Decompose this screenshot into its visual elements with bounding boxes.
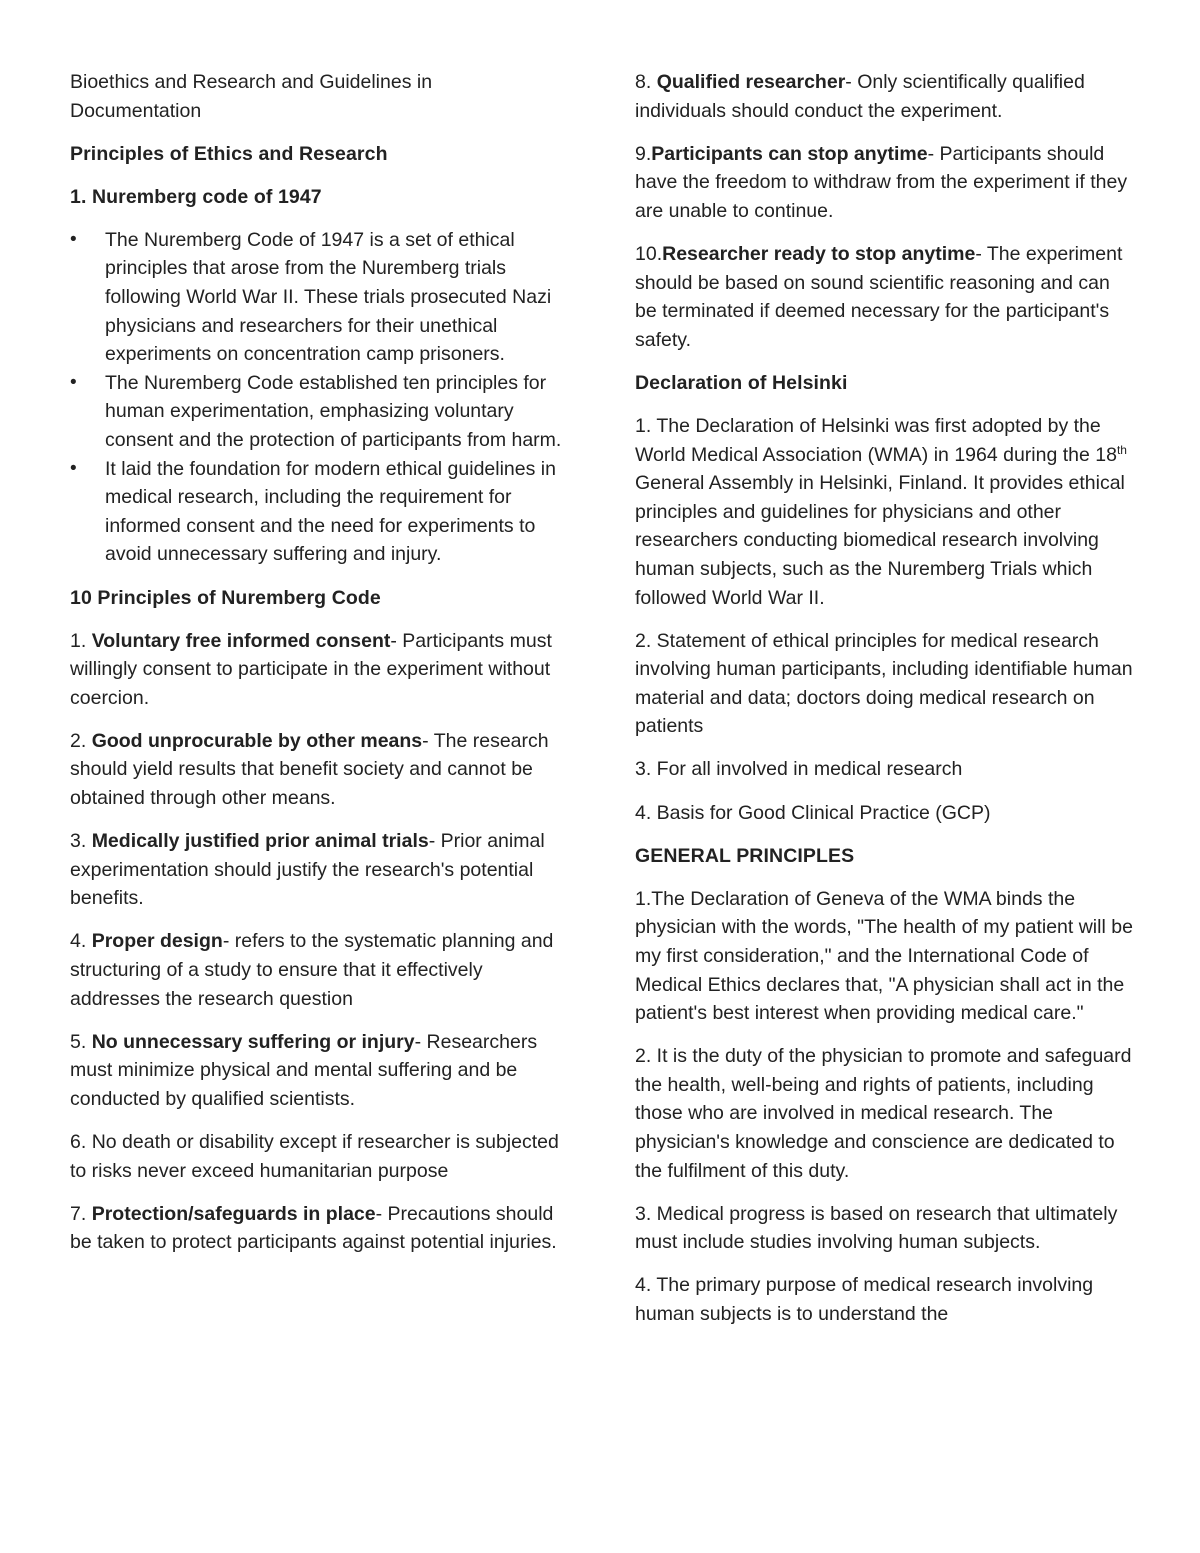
general-principles-heading: GENERAL PRINCIPLES xyxy=(635,844,855,867)
principle-title: Proper design xyxy=(91,930,223,953)
principle-item-7 xyxy=(70,1200,568,1257)
helsinki-point-2: 2. Statement of ethical principles for medical research involving human participants, including identifiable human material and data; doctors doing medical research on patients xyxy=(635,629,1133,738)
principle-text: - The experiment should be based on sound scientific reasoning and can be terminated if deemed necessary for the participant's safety. xyxy=(635,242,1123,351)
helsinki-point-4: 4. Basis for Good Clinical Practice (GCP) xyxy=(635,801,991,824)
principle-title: Qualified researcher xyxy=(656,71,846,93)
principle-title: Participants can stop anytime xyxy=(651,142,928,165)
principle-text: - Precautions should be taken to protect participants against potential injuries. xyxy=(70,1202,557,1254)
principle-number: 10. xyxy=(635,242,663,265)
principle-item-9 xyxy=(635,140,1135,226)
principle-number: 6. xyxy=(70,1131,92,1153)
principle-item-5 xyxy=(70,1028,568,1114)
principle-number: 3. xyxy=(70,830,92,853)
principle-title: Medically justified prior animal trials xyxy=(91,830,429,853)
ordinal-superscript: th xyxy=(1116,442,1127,457)
document-title: Bioethics and Research and Guidelines in Documentation xyxy=(70,71,433,122)
principle-number: 5. xyxy=(70,1030,92,1053)
helsinki-point-3: 3. For all involved in medical research xyxy=(635,758,963,781)
principle-text: - Prior animal experimentation should justify the research's potential benefits. xyxy=(70,830,545,910)
helsinki-heading: Declaration of Helsinki xyxy=(635,371,848,394)
general-point-1: 1.The Declaration of Geneva of the WMA binds the physician with the words, "The health of my patient will be my first consideration," and the International Code of Medical Ethics declares that, "A physician shall act in the patient's best interest when providing medical care." xyxy=(635,887,1133,1025)
helsinki-text: General Assembly in Helsinki, Finland. It provides ethical principles and guidelines for physicians and other researchers conducting biomedical research involving human subjects, such as the Nuremberg Trials which followed World War II. xyxy=(635,472,1125,609)
principle-title: No unnecessary suffering or injury xyxy=(91,1030,415,1053)
principle-title: Researcher ready to stop anytime xyxy=(662,242,976,265)
principle-title: Protection/safeguards in place xyxy=(91,1202,376,1225)
general-point-2: 2. It is the duty of the physician to promote and safeguard the health, well-being and rights of patients, including those who are involved in medical research. The physician's knowledge and conscience are dedicated to the fulfilment of this duty. xyxy=(635,1045,1132,1182)
principle-item-6 xyxy=(70,1128,568,1185)
principle-title: Good unprocurable by other means xyxy=(91,729,423,752)
section-heading-ethics: Principles of Ethics and Research xyxy=(70,142,388,165)
helsinki-point-1 xyxy=(635,412,1135,612)
principle-text: - The research should yield results that benefit society and cannot be obtained through other means. xyxy=(70,729,549,810)
principle-number: 8. xyxy=(635,71,657,93)
principle-item-8 xyxy=(635,68,1135,125)
principle-item-3 xyxy=(70,827,568,913)
subheading-nuremberg-code: 1. Nuremberg code of 1947 xyxy=(70,185,322,208)
principle-text: - refers to the systematic planning and structuring of a study to ensure that it effectively addresses the research question xyxy=(70,930,554,1010)
nuremberg-bullet-list xyxy=(70,226,568,569)
principle-number: 1. xyxy=(70,629,92,652)
principle-item-10 xyxy=(635,240,1135,354)
principle-number: 2. xyxy=(70,729,92,752)
principle-number: 4. xyxy=(70,930,92,953)
general-point-3: 3. Medical progress is based on research that ultimately must include studies involving human subjects. xyxy=(635,1202,1118,1254)
principle-text: - Participants must willingly consent to participate in the experiment without coercion. xyxy=(70,629,552,709)
helsinki-text: 1. The Declaration of Helsinki was first adopted by the World Medical Association (WMA) in 1964 during the 18 xyxy=(635,414,1117,466)
principle-text: - Participants should have the freedom to withdraw from the experiment if they are unable to continue. xyxy=(635,142,1128,222)
right-column xyxy=(635,68,1135,1343)
principle-text: - Researchers must minimize physical and mental suffering and be conducted by qualified scientists. xyxy=(70,1030,538,1110)
principle-number: 7. xyxy=(70,1202,92,1225)
bullet-item: • It laid the foundation for modern ethical guidelines in medical research, including the requirement for informed consent and the need for experiments to avoid unnecessary suffering and injury. xyxy=(70,455,568,569)
left-column xyxy=(70,68,568,1271)
bullet-item: • The Nuremberg Code of 1947 is a set of ethical principles that arose from the Nuremberg trials following World War II. These trials prosecuted Nazi physicians and researchers for their unethical experiments on concentration camp prisoners. xyxy=(70,226,568,369)
bullet-item: • The Nuremberg Code established ten principles for human experimentation, emphasizing voluntary consent and the protection of participants from harm. xyxy=(70,369,568,455)
principle-item-2 xyxy=(70,727,568,813)
general-point-4: 4. The primary purpose of medical research involving human subjects is to understand the xyxy=(635,1274,1094,1325)
principles-heading: 10 Principles of Nuremberg Code xyxy=(70,586,381,609)
principle-item-4 xyxy=(70,927,568,1013)
principle-number: 9. xyxy=(635,142,652,165)
principle-item-1 xyxy=(70,627,568,713)
principle-text: No death or disability except if researcher is subjected to risks never exceed humanitarian purpose xyxy=(70,1131,559,1182)
principle-text: - Only scientifically qualified individuals should conduct the experiment. xyxy=(635,71,1085,122)
principle-title: Voluntary free informed consent xyxy=(91,629,391,652)
